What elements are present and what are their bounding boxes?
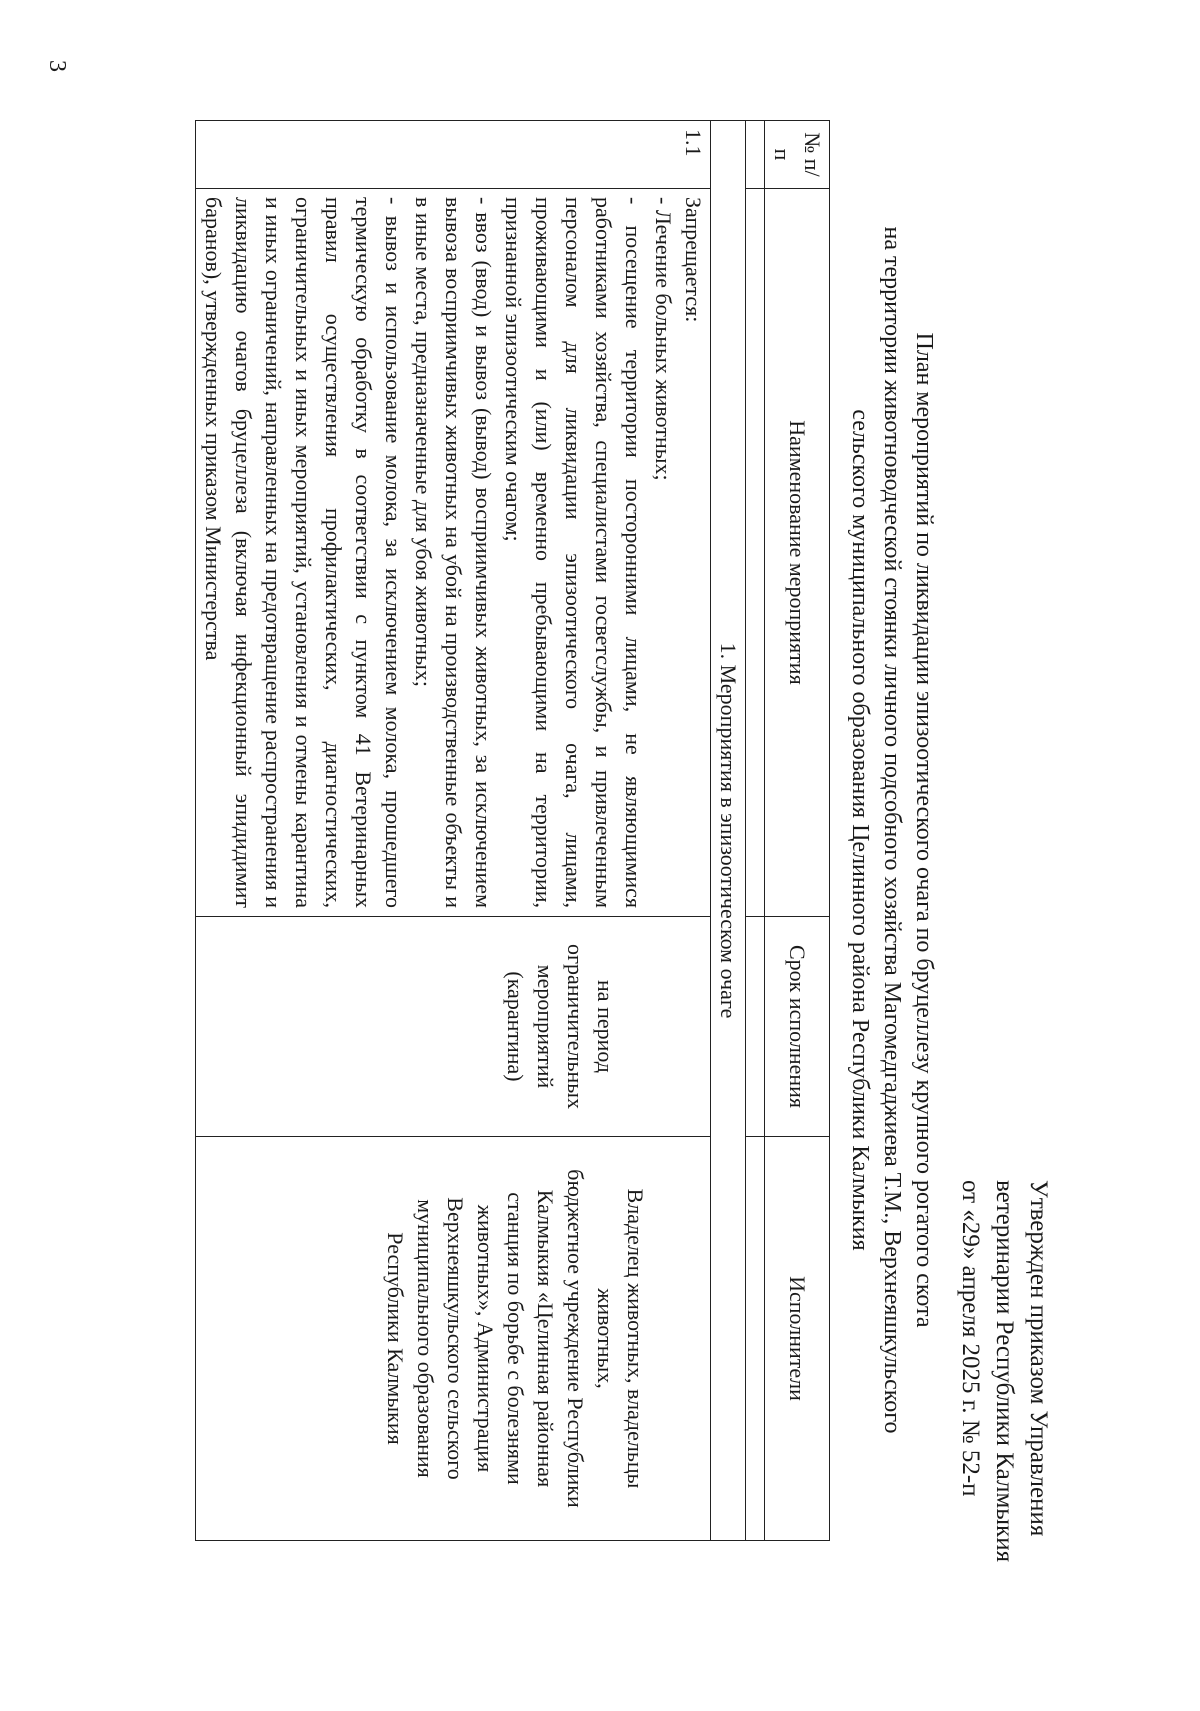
term-line: (карантина) [503, 971, 528, 1082]
section-title: 1. Мероприятия в эпизоотическом очаге [711, 121, 746, 1541]
measure-line: - Лечение больных животных; [651, 197, 676, 481]
table-spacer-row [746, 121, 765, 1541]
measure-line: - посещение территории посторонними лицами, не являющимися работниками хозяйства, специалистами госветслужбы, и привлеченным персоналом для ликвидации эпизоотического очага, лицами, проживающими и (или) временно пребывающими на территории, признанной эпизоотическим очагом; [501, 197, 646, 908]
row-measures [196, 189, 711, 917]
approval-stamp [953, 1180, 1055, 1660]
measure-line: - вывоз и использование молока, за исключением молока, прошедшего термическую обработку в соответствии с пунктом 41 Ветеринарных правил осуществления профилактических, диагностических, ограничительных и иных мероприятий, установления и отмены карантина и иных ограничений, направленных на предотвращение распространения и ликвидацию очагов бруцеллеза (включая инфекционный эпидидимит баранов), утвержденных приказом Министерства [201, 197, 406, 908]
table-row [196, 121, 711, 1541]
executor-line: муниципального образования [413, 1199, 438, 1478]
executor-line: станция по борьбе с болезнями [503, 1192, 528, 1485]
term-line: ограничительных [563, 943, 588, 1110]
term-line: на период [593, 980, 618, 1073]
plan-title [844, 80, 940, 1580]
approval-line: Утвержден приказом Управления [1025, 1180, 1052, 1537]
header-number: № п/п [765, 121, 830, 189]
executor-line: животных, [593, 1288, 618, 1389]
approval-line: ветеринарии Республики Калмыкия [991, 1180, 1018, 1563]
header-executors: Исполнители [765, 1137, 830, 1541]
header-term: Срок исполнения [765, 917, 830, 1137]
executor-line: Калмыкия «Целинная районная [533, 1189, 558, 1488]
measure-line: Запрещается: [681, 197, 706, 323]
table-header-row [765, 121, 830, 1541]
executor-line: бюджетное учреждение Республики [563, 1169, 588, 1508]
title-line: сельского муниципального образования Целинного района Республики Калмыкия [847, 409, 873, 1251]
executor-line: Республики Калмыкия [383, 1232, 408, 1445]
page-number: 3 [44, 60, 70, 72]
title-line: на территории животноводческой стоянки личного подсобного хозяйства Магомедгаджиева Т.М., Верхнеяшкульского [879, 226, 905, 1434]
approval-line: от «29» апреля 2025 г. № 52-п [957, 1180, 984, 1497]
row-executors [196, 1137, 711, 1541]
row-number: 1.1 [196, 121, 711, 189]
header-measure-name: Наименование мероприятия [765, 189, 830, 917]
row-term [196, 917, 711, 1137]
measures-table [195, 120, 830, 1541]
section-row [711, 121, 746, 1541]
title-line: План мероприятий по ликвидации эпизоотического очага по бруцеллезу крупного рогатого скота [911, 332, 937, 1328]
term-line: мероприятий [533, 964, 558, 1089]
executor-line: Верхнеяшкульского сельского [443, 1197, 468, 1480]
executor-line: Владелец животных, владельцы [623, 1188, 648, 1489]
executor-line: животных», Администрация [473, 1204, 498, 1473]
measure-line: - ввоз (ввод) и вывоз (вывод) восприимчивых животных, за исключением вывоза восприимчивых животных на убой на производственные объекты и в иные места, предназначенные для убоя животных; [411, 197, 496, 908]
